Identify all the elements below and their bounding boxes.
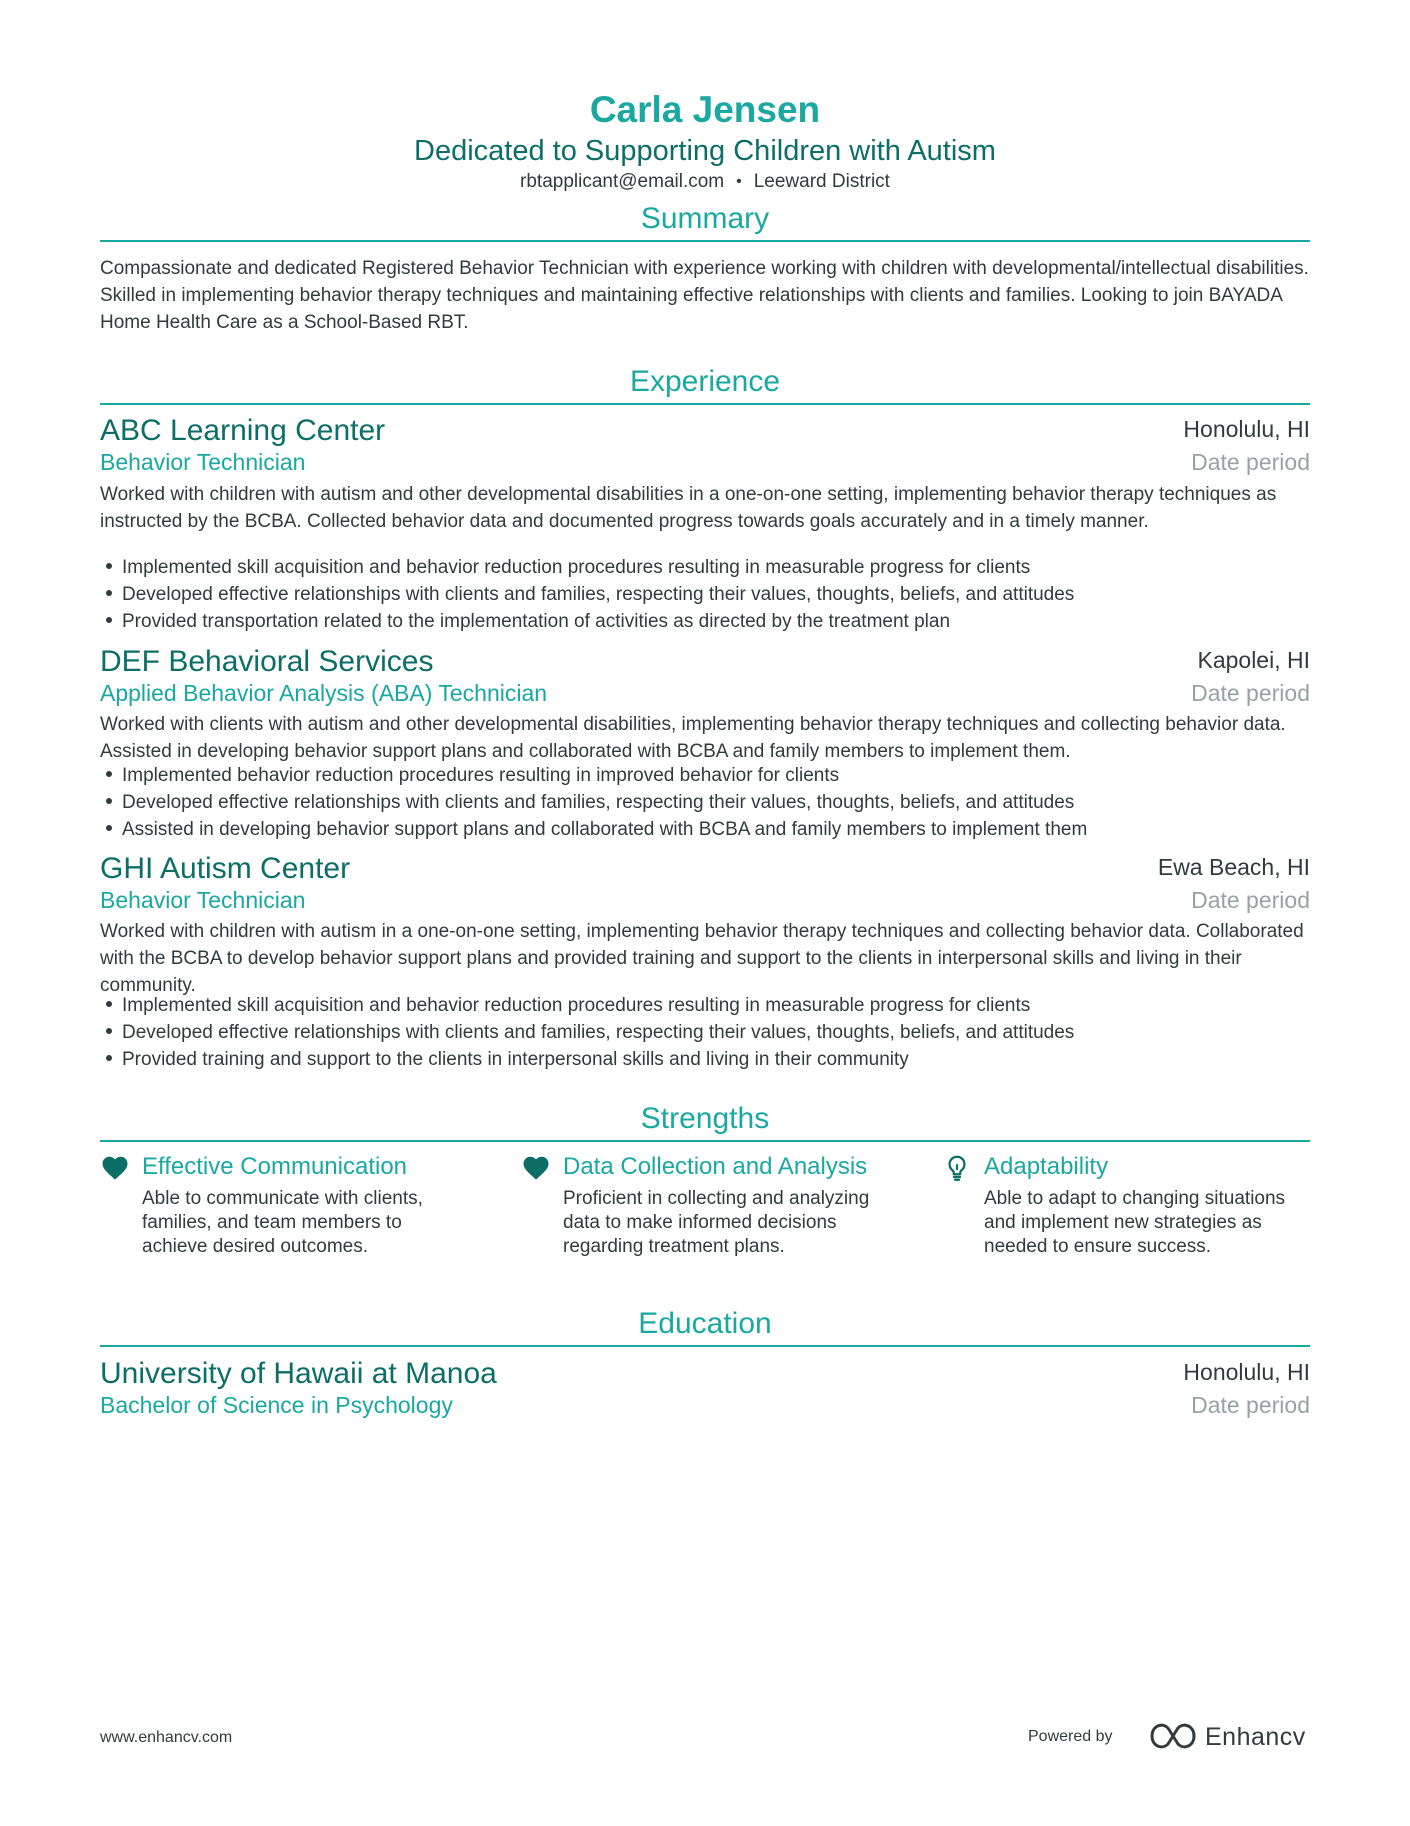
job-bullet	[100, 581, 1310, 608]
summary-heading: Summary	[640, 202, 770, 235]
job-bullet-text: Developed effective relationships with clients and families, respecting their values, thoughts, beliefs, and attitudes	[122, 792, 1075, 813]
bullet-dot	[106, 617, 112, 623]
strength-title: Data Collection and Analysis	[563, 1153, 868, 1180]
education-heading: Education	[638, 1307, 772, 1340]
bullet-dot	[106, 825, 112, 831]
strengths-heading: Strengths	[640, 1102, 770, 1135]
job-bullet-text: Implemented skill acquisition and behavior reduction procedures resulting in measurable progress for clients	[122, 995, 1031, 1016]
job-bullet	[100, 1019, 1310, 1046]
job-bullet	[100, 816, 1310, 843]
job-date: Date period	[1191, 449, 1310, 475]
strength-description: Able to communicate with clients, families, and team members to achieve desired outcomes.	[142, 1188, 423, 1257]
enhancv-brand-name[interactable]: Enhancv	[1205, 1723, 1306, 1751]
lightbulb-icon	[942, 1153, 972, 1183]
strength-title: Adaptability	[984, 1153, 1109, 1180]
footer-url-link[interactable]: www.enhancv.com	[100, 1729, 233, 1746]
job-description: Worked with children with autism and other developmental disabilities in a one-on-one setting, implementing behavior therapy techniques as instructed by the BCBA. Collected behavior data and documented progress towards goals accurately and in a timely manner.	[100, 484, 1277, 532]
heart-icon	[521, 1153, 551, 1183]
strength-description: Able to adapt to changing situations and implement new strategies as needed to ensure success.	[984, 1188, 1286, 1257]
job-bullet-text: Assisted in developing behavior support plans and collaborated with BCBA and family members to implement them	[122, 819, 1088, 840]
job-date: Date period	[1191, 887, 1310, 913]
job-location: Honolulu, HI	[1183, 416, 1310, 442]
job-bullet	[100, 554, 1310, 581]
job-bullet-list	[100, 762, 1310, 843]
summary-text: Compassionate and dedicated Registered Behavior Technician with experience working with children with developmental/intellectual disabilities. Skilled in implementing behavior therapy techniques and maintaining effective relationships with clients and families. Looking to join BAYADA Home Health Care as a School-Based RBT.	[100, 258, 1309, 333]
strength-description: Proficient in collecting and analyzing data to make informed decisions regarding treatment plans.	[563, 1188, 870, 1257]
job-description: Worked with children with autism in a one-on-one setting, implementing behavior therapy techniques and collecting behavior data. Collaborated with the BCBA to develop behavior support plans and provided training and support to the clients in interpersonal skills and living in their community.	[100, 921, 1304, 996]
job-bullet-text: Provided transportation related to the implementation of activities as directed by the treatment plan	[122, 611, 951, 632]
job-location: Ewa Beach, HI	[1157, 854, 1310, 880]
bullet-dot	[106, 771, 112, 777]
strength-title: Effective Communication	[142, 1153, 408, 1180]
job-role: Behavior Technician	[100, 449, 306, 475]
education-date: Date period	[1191, 1392, 1310, 1418]
job-bullet	[100, 789, 1310, 816]
experience-heading: Experience	[629, 365, 781, 398]
powered-by-label: Powered by	[1028, 1728, 1113, 1745]
bullet-dot	[106, 1028, 112, 1034]
job-bullet-text: Provided training and support to the clients in interpersonal skills and living in their community	[122, 1049, 909, 1070]
heart-icon	[100, 1153, 130, 1183]
job-location: Kapolei, HI	[1197, 647, 1310, 673]
candidate-tagline: Dedicated to Supporting Children with Autism	[414, 135, 996, 167]
education-degree: Bachelor of Science in Psychology	[100, 1392, 453, 1418]
job-role: Behavior Technician	[100, 887, 306, 913]
education-school: University of Hawaii at Manoa	[100, 1357, 497, 1390]
bullet-dot	[106, 1001, 112, 1007]
bullet-dot	[106, 590, 112, 596]
experience-divider	[100, 403, 1310, 405]
contact-separator: •	[736, 173, 742, 190]
job-bullet-list	[100, 554, 1310, 635]
education-location: Honolulu, HI	[1183, 1359, 1310, 1385]
bullet-dot	[106, 1055, 112, 1061]
job-description: Worked with clients with autism and other developmental disabilities, implementing behavior therapy techniques and collecting behavior data. Assisted in developing behavior support plans and collaborated with BCBA and family members to implement them.	[100, 714, 1286, 762]
job-bullet-text: Developed effective relationships with clients and families, respecting their values, thoughts, beliefs, and attitudes	[122, 584, 1075, 605]
education-divider	[100, 1345, 1310, 1347]
enhancv-logo-icon[interactable]	[1148, 1718, 1198, 1754]
job-bullet-text: Implemented behavior reduction procedures resulting in improved behavior for clients	[122, 765, 840, 786]
job-bullet	[100, 1046, 1310, 1073]
bullet-dot	[106, 798, 112, 804]
summary-divider	[100, 240, 1310, 242]
job-bullet-list	[100, 992, 1310, 1073]
job-company: ABC Learning Center	[100, 414, 386, 447]
contact-line	[100, 170, 1310, 194]
strengths-divider	[100, 1140, 1310, 1142]
job-bullet-text: Implemented skill acquisition and behavior reduction procedures resulting in measurable progress for clients	[122, 557, 1031, 578]
bullet-dot	[106, 563, 112, 569]
job-date: Date period	[1191, 680, 1310, 706]
contact-location: Leeward District	[753, 171, 890, 192]
job-company: DEF Behavioral Services	[100, 645, 434, 678]
job-bullet	[100, 762, 1310, 789]
job-bullet	[100, 608, 1310, 635]
job-bullet-text: Developed effective relationships with clients and families, respecting their values, thoughts, beliefs, and attitudes	[122, 1022, 1075, 1043]
job-company: GHI Autism Center	[100, 852, 351, 885]
contact-email[interactable]: rbtapplicant@email.com	[520, 171, 725, 192]
job-role: Applied Behavior Analysis (ABA) Technician	[100, 680, 548, 706]
resume-page	[100, 0, 1310, 1826]
candidate-name: Carla Jensen	[589, 89, 821, 130]
job-bullet	[100, 992, 1310, 1019]
